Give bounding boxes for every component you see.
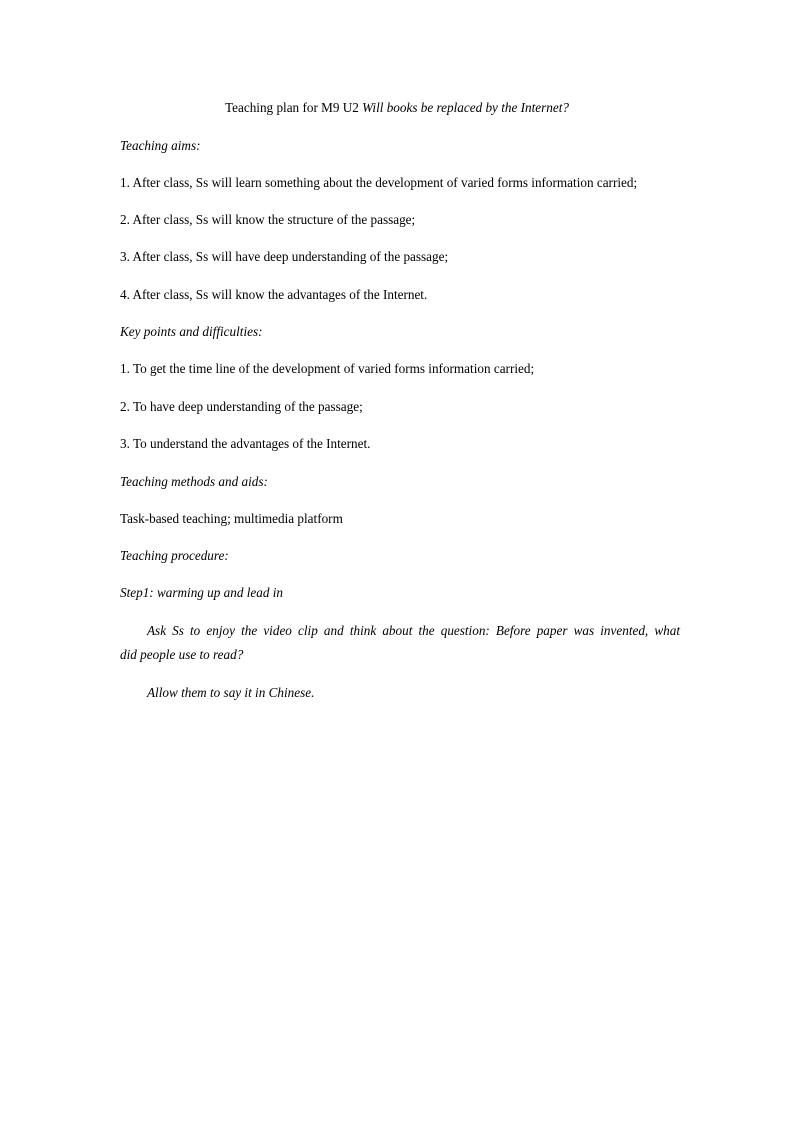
step1-paragraph-2: Allow them to say it in Chinese. [147,685,315,700]
key-point-item: 3. To understand the advantages of the Internet. [120,436,371,451]
step1-heading: Step1: warming up and lead in [120,585,284,600]
teaching-aim-item: 3. After class, Ss will have deep understanding of the passage; [120,249,449,264]
teaching-aim-item: 4. After class, Ss will know the advantages of the Internet. [120,287,428,302]
title-prefix: Teaching plan for M9 U2 [225,100,363,115]
procedure-heading: Teaching procedure: [120,548,229,563]
key-point-item: 2. To have deep understanding of the passage; [120,399,363,414]
document-title [0,99,794,117]
title-italic: Will books be replaced by the Internet? [362,100,569,115]
key-points-heading: Key points and difficulties: [120,324,263,339]
step1-paragraph-line: did people use to read? [120,647,244,662]
teaching-aims-heading: Teaching aims: [120,138,201,153]
key-point-item: 1. To get the time line of the development of varied forms information carried; [120,361,535,376]
methods-heading: Teaching methods and aids: [120,474,268,489]
teaching-aim-item: 2. After class, Ss will know the structure of the passage; [120,212,416,227]
step1-paragraph-line: Ask Ss to enjoy the video clip and think about the question: Before paper was invented, what [147,623,680,638]
methods-text: Task-based teaching; multimedia platform [120,511,343,526]
teaching-aim-item: 1. After class, Ss will learn something about the development of varied forms information carried; [120,175,638,190]
